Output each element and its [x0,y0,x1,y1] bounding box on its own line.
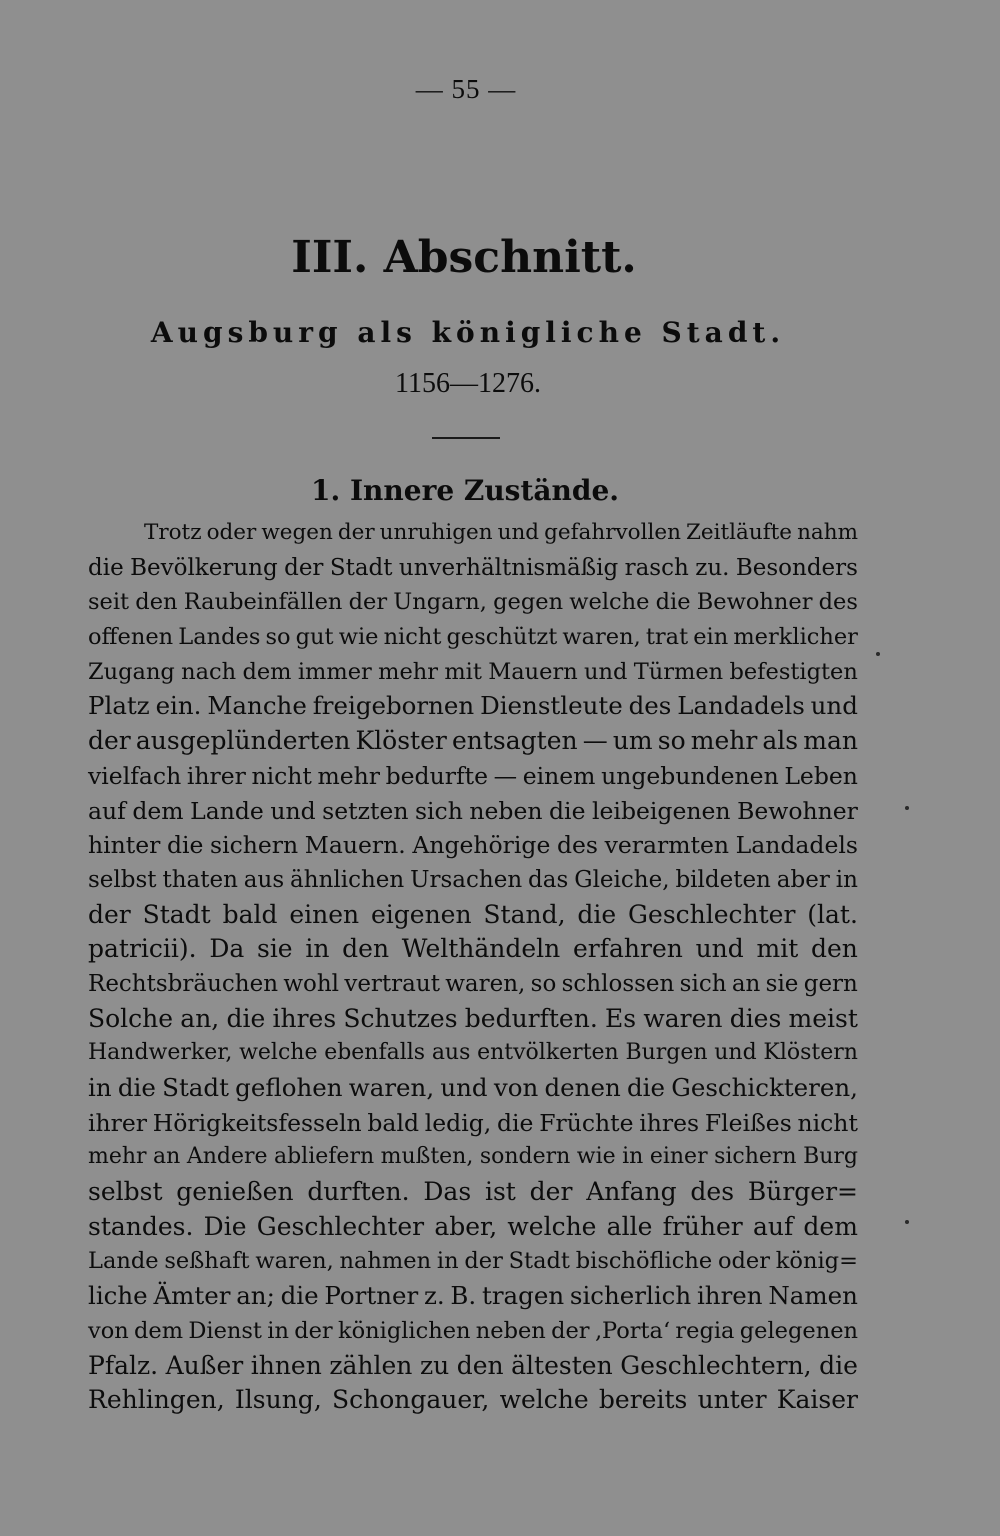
body-text [88,516,858,1418]
text-line: liche Ämter an; die Portner z. B. tragen sicherlich ihren Namen [88,1281,858,1311]
section-subtitle: Augsburg als königliche Stadt. [150,316,786,349]
text-line: selbst genießen durften. Das ist der Anfang des Bürger= [88,1177,858,1207]
text-line: standes. Die Geschlechter aber, welche alle früher auf dem [88,1211,858,1241]
margin-speck [876,652,880,656]
year-range: 1156—1276. [395,368,541,399]
text-line: Handwerker, welche ebenfalls aus entvölkerten Burgen und Klöstern [88,1040,858,1066]
text-line: Solche an, die ihres Schutzes bedurften. Es waren dies meist [88,1003,858,1033]
text-line: selbst thaten aus ähnlichen Ursachen das Gleiche, bildeten aber in [88,866,858,893]
text-line: hinter die sichern Mauern. Angehörige des verarmten Landadels [88,831,858,860]
margin-speck [905,1220,909,1224]
text-line: der ausgeplünderten Klöster entsagten — um so mehr als man [88,726,858,756]
section-heading: III. Abschnitt. [291,232,637,283]
text-line: offenen Landes so gut wie nicht geschützt waren, trat ein merklicher [88,624,858,651]
subsection-heading: 1. Innere Zustände. [310,474,620,507]
text-line: von dem Dienst in der königlichen neben der ‚Porta‘ regia gelegenen [88,1317,858,1344]
text-line: Zugang nach dem immer mehr mit Mauern und Türmen befestigten [88,658,858,685]
text-line: Platz ein. Manche freigebornen Dienstleute des Landadels und [88,691,858,721]
margin-speck [905,806,909,810]
divider-rule [432,437,500,439]
text-line: mehr an Andere abliefern mußten, sondern wie in einer sichern Burg [88,1144,858,1170]
text-line: der Stadt bald einen eigenen Stand, die Geschlechter (lat. [88,899,858,929]
text-line: auf dem Lande und setzten sich neben die leibeigenen Bewohner [88,796,858,825]
text-line: vielfach ihrer nicht mehr bedurfte — einem ungebundenen Leben [88,761,858,790]
page-number: — 55 — [415,74,517,104]
text-line: Rehlingen, Ilsung, Schongauer, welche bereits unter Kaiser [88,1385,858,1415]
text-line: Pfalz. Außer ihnen zählen zu den ältesten Geschlechtern, die [88,1350,858,1380]
text-line: in die Stadt geflohen waren, und von denen die Geschickteren, [88,1073,858,1102]
text-line: Trotz oder wegen der unruhigen und gefahrvollen Zeitläufte nahm [144,520,858,545]
text-line: Lande seßhaft waren, nahmen in der Stadt bischöfliche oder könig= [88,1248,858,1275]
text-line: ihrer Hörigkeitsfesseln bald ledig, die Früchte ihres Fleißes nicht [88,1108,858,1137]
text-line: seit den Raubeinfällen der Ungarn, gegen welche die Bewohner des [88,589,858,616]
text-line: patricii). Da sie in den Welthändeln erfahren und mit den [88,934,858,964]
text-line: die Bevölkerung der Stadt unverhältnismäßig rasch zu. Besonders [88,554,858,581]
text-line: Rechtsbräuchen wohl vertraut waren, so schlossen sich an sie gern [88,970,858,997]
